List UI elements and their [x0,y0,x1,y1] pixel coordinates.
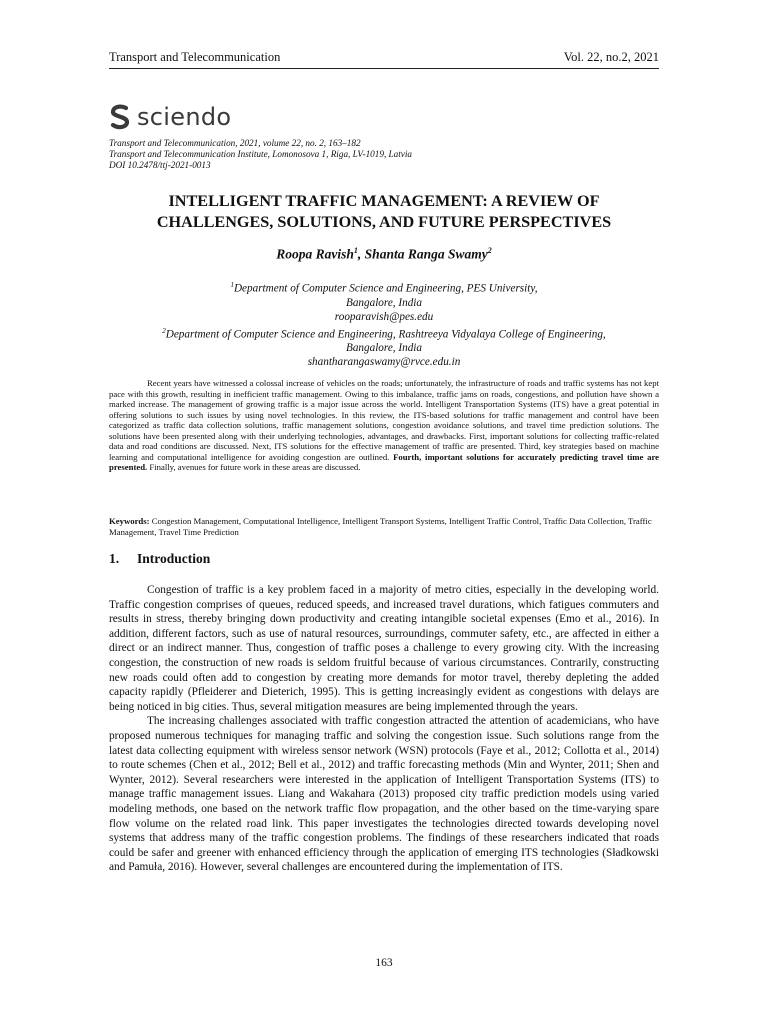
title-line: CHALLENGES, SOLUTIONS, AND FUTURE PERSPECTIVES [156,213,612,231]
body-paragraph: Congestion of traffic is a key problem faced in a majority of metro cities, especially in the developing world. Traffic congestion comprises of queues, reduced speeds, and increased travel durations, which fatigues commuters and results in stress, thereby bringing down productivity and creating intangible societal expenses (Emo et al., 2016). In addition, different factors, such as use of natural resources, surroundings, commuter safety, etc., are affected in either a direct or an indirect manner. Thus, congestion of traffic poses a challenge to every growing city. With the increasing congestion, the construction of new roads is seldom fruitful because of various circumstances. Contrarily, constructing new roads could often add to congestion by creating more demands for motor travel, thereby depleting the added capacity rapidly (Pfleiderer and Dieterich, 1995). This is getting increasingly evident as congestions with delays are being noticed in big cities. Thus, several mitigation measures are being implemented through the years. [109,584,659,713]
affiliation-mark: 1 [230,281,234,289]
abstract-paragraph [109,378,659,473]
publisher-logo [109,103,231,131]
keywords-text: Congestion Management, Computational Intelligence, Intelligent Transport Systems, Intelligent Traffic Control, Traffic Data Collection, Traffic Management, Travel Time Prediction [109,516,652,537]
author-email[interactable]: rooparavish@pes.edu [334,310,434,323]
author-name: Roopa Ravish [276,246,354,262]
affiliation-text: Department of Computer Science and Engineering, Rashtreeya Vidyalaya College of Engineering, [165,328,606,341]
section-number: 1. [109,551,120,566]
author-list [109,246,659,263]
abstract-tail: Finally, avenues for future work in these areas are discussed. [147,462,361,472]
affiliations-block [109,278,659,369]
affiliation-city: Bangalore, India [345,296,423,309]
author-name: Shanta Ranga Swamy [364,246,488,262]
abstract-bold-sentence: Fourth, important solutions for accurately predicting travel time are presented. [109,451,659,472]
body-paragraph: The increasing challenges associated with traffic congestion attracted the attention of academicians, who have proposed numerous techniques for managing traffic and solving the congestion issue. Such solutions range from the latest data collecting equipment with wireless sensor network (WSN) protocols (Faye et al., 2012; Collotta et al., 2014) to route schemes (Chen et al., 2012; Bell et al., 2012) and traffic forecasting methods (Min and Wynter, 2011; Shen and Wynter, 2012). Several researchers were interested in the application of Intelligent Transportation Systems (ITS) to manage traffic management issues. Liang and Wakahara (2013) proposed city traffic prediction models using varied modeling methods, one based on the network traffic flow propagation, and the other based on the time-varying spare flow volume on the related road link. This paper investigates the technologies directed towards developing novel systems that address many of the traffic congestion problems. The findings of these researchers indicated that roads could be safer and greener with enhanced efficiency through the application of emerging ITS technologies (Sładkowski and Pamuła, 2016). However, several challenges are encountered during the implementation of ITS. [109,715,659,874]
affiliation-dept [109,278,659,296]
doi-line: DOI 10.2478/ttj-2021-0013 [109,160,211,170]
volume-info: Vol. 22, no.2, 2021 [563,50,659,64]
author-affiliation-mark: 2 [487,246,492,255]
author-affiliation-mark: 1 [353,246,358,255]
keywords-label: Keywords: [109,516,150,526]
affiliation-city: Bangalore, India [345,342,423,355]
author-separator: , [357,246,365,262]
citation-line: Transport and Telecommunication Institute, Lomonosova 1, Riga, LV-1019, Latvia [109,149,413,159]
sciendo-logo-icon [109,104,131,130]
section-heading [109,551,210,567]
paper-title [109,191,659,233]
page-number: 163 [375,957,393,969]
keywords-block [109,516,659,537]
affiliation-mark: 2 [162,326,166,335]
affiliation-text: Department of Computer Science and Engineering, PES University, [233,282,538,295]
section-title: Introduction [137,551,211,566]
journal-name: Transport and Telecommunication [109,50,281,64]
author-email[interactable]: shantharangaswamy@rvce.edu.in [307,356,461,369]
logo-wordmark: sciendo [137,103,232,131]
abstract [109,378,659,473]
abstract-text: Recent years have witnessed a colossal increase of vehicles on the roads; unfortunately, the infrastructure of roads and traffic systems has not kept pace with this growth, resulting in inefficient traffic management. Owing to this imbalance, traffic jams on roads, congestions, and pollution have shown a marked increase. The management of growing traffic is a major issue across the world. Intelligent Transportation Systems (ITS) have a great potential in offering solutions to such issues by using novel technologies. In this review, the ITS-based solutions for traffic management and control have been categorized as traffic data collection solutions, traffic management solutions, congestion avoidance solutions, and travel time prediction solutions. The solutions have been presented along with their underlying technologies, advantages, and drawbacks. First, important solutions for collecting traffic-related data and road conditions are discussed. Next, ITS solutions for the effective management of traffic are presented. Third, key strategies based on machine learning and computational intelligence for avoiding congestion are outlined. [109,378,659,462]
title-line: INTELLIGENT TRAFFIC MANAGEMENT: A REVIEW OF [168,192,600,210]
body-text [109,583,659,875]
running-header [109,50,659,69]
affiliation-dept [109,324,659,342]
citation-block [109,138,669,171]
citation-line: Transport and Telecommunication, 2021, volume 22, no. 2, 163–182 [109,138,361,148]
